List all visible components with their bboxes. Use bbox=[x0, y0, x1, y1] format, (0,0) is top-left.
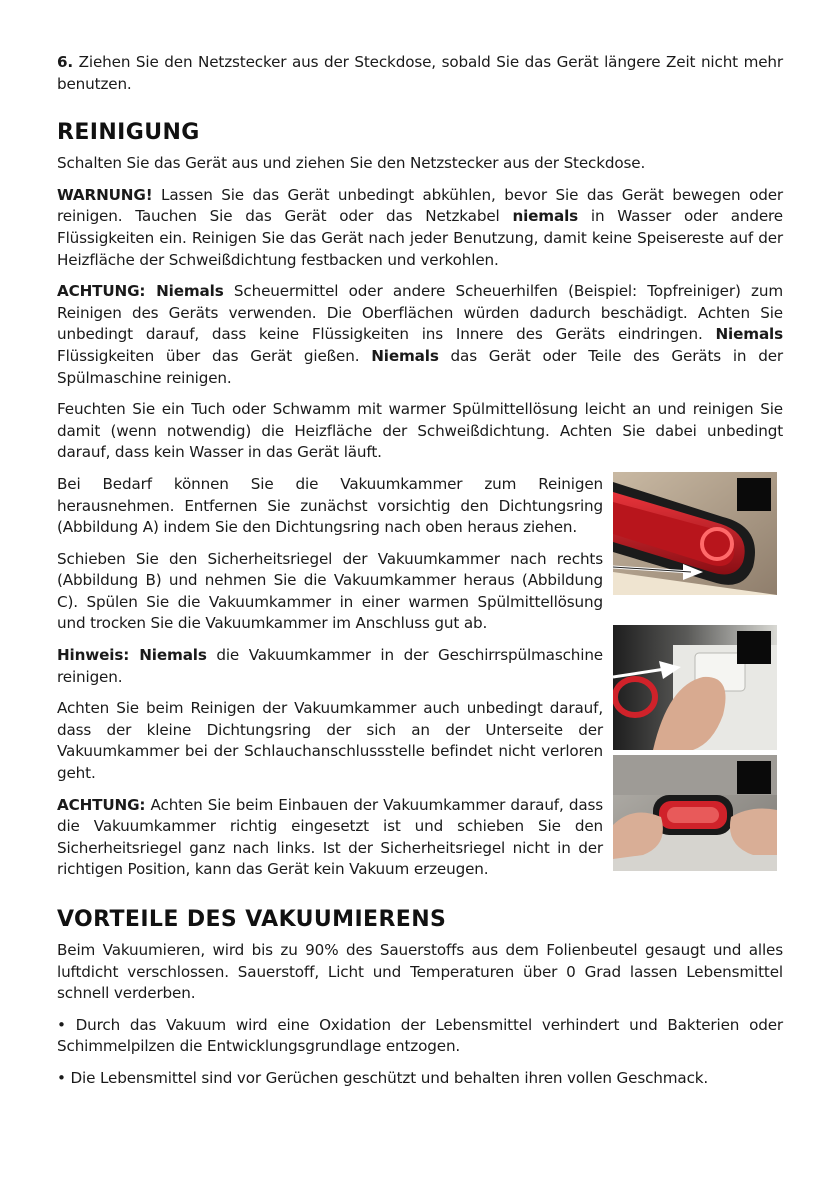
paragraph-vakuumieren: Beim Vakuumieren, wird bis zu 90% des Sauerstoffs aus dem Folienbeutel gesaugt und alles luftdicht verschlossen. Sauerstoff, Licht und Temperaturen über 0 Grad lassen Lebensmittel schnell verderben. bbox=[57, 941, 783, 1003]
figure-c-image bbox=[613, 755, 777, 871]
figure-a-image bbox=[613, 472, 777, 595]
heading-vorteile: VORTEILE DES VAKUUMIERENS bbox=[57, 907, 447, 932]
manual-page bbox=[57, 52, 783, 1090]
paragraph-bei-bedarf: Bei Bedarf können Sie die Vakuumkammer zum Reinigen herausnehmen. Entfernen Sie zunächst vorsichtig den Dichtungsring (Abbildung A) indem Sie den Dichtungsring nach oben heraus ziehen. bbox=[57, 474, 603, 537]
heading-reinigung: REINIGUNG bbox=[57, 120, 200, 146]
paragraph-warnung: WARNUNG! Lassen Sie das Gerät unbedingt abkühlen, bevor Sie das Gerät bewegen oder reinigen. Tauchen Sie das Gerät oder das Netzkabel niemals in Wasser oder andere Flüssigkeiten ein. Reinigen Sie das Gerät nach jeder Benutzung, damit keine Speisereste auf der Heizfläche der Schweißdichtung festbacken und verkohlen. bbox=[57, 185, 784, 269]
paragraph-achtung-2: ACHTUNG: Achten Sie beim Einbauen der Vakuumkammer darauf, dass die Vakuumkammer richtig eingesetzt ist und schieben Sie den Sicherheitsriegel ganz nach links. Ist der Sicherheitsriegel nicht in der richtigen Position, kann das Gerät kein Vakuum erzeugen. bbox=[57, 795, 603, 879]
figure-label-a bbox=[737, 478, 771, 511]
figure-label-b bbox=[737, 631, 771, 664]
bullet-geruch: • Die Lebensmittel sind vor Gerüchen geschützt und behalten ihren vollen Geschmack. bbox=[57, 1068, 709, 1087]
bullet-oxidation: • Durch das Vakuum wird eine Oxidation der Lebensmittel verhindert und Bakterien oder Schimmelpilzen die Entwicklungsgrundlage entzogen. bbox=[57, 1015, 783, 1056]
warnung-label: WARNUNG! bbox=[57, 185, 153, 204]
achtung-label-2: ACHTUNG: bbox=[57, 795, 146, 814]
paragraph-dichtungsring: Achten Sie beim Reinigen der Vakuumkammer auch unbedingt darauf, dass der kleine Dichtungsring der sich an der Unterseite der Vakuumkammer bei der Schlauchanschlussstelle befindet nicht verloren geht. bbox=[57, 699, 603, 783]
paragraph-feuchten: Feuchten Sie ein Tuch oder Schwamm mit warmer Spülmittellösung leicht an und reinigen Sie damit (wenn notwendig) die Heizfläche der Schweißdichtung. Achten Sie dabei unbedingt darauf, dass kein Wasser in das Gerät läuft. bbox=[57, 400, 783, 462]
paragraph-schieben: Schieben Sie den Sicherheitsriegel der Vakuumkammer nach rechts (Abbildung B) und nehmen Sie die Vakuumkammer heraus (Abbildung C). Spülen Sie die Vakuumkammer in einer warmen Spülmittellösung und trocken Sie die Vakuumkammer im Anschluss gut ab. bbox=[57, 549, 603, 633]
figure-label-c bbox=[737, 761, 771, 794]
figure-b-image bbox=[613, 625, 777, 750]
step-number: 6. bbox=[57, 53, 74, 71]
paragraph-hinweis: Hinweis: Niemals die Vakuumkammer in der Geschirrspülmaschine reinigen. bbox=[57, 646, 603, 686]
paragraph-achtung-1: ACHTUNG: Niemals Scheuermittel oder andere Scheuerhilfen (Beispiel: Topfreiniger) zum Reinigen des Geräts verwenden. Die Oberflächen würden dadurch beschädigt. Achten Sie unbedingt darauf, dass keine Flüssigkeiten ins Innere des Geräts eindringen. Niemals Flüssigkeiten über das Gerät gießen. Niemals das Gerät oder Teile des Geräts in der Spülmaschine reinigen. bbox=[57, 282, 784, 387]
intro-paragraph: 6. Ziehen Sie den Netzstecker aus der Steckdose, sobald Sie das Gerät längere Zeit nicht mehr benutzen. bbox=[57, 53, 783, 93]
hinweis-label: Hinweis: Niemals bbox=[57, 646, 207, 665]
paragraph-ausschalten: Schalten Sie das Gerät aus und ziehen Sie den Netzstecker aus der Steckdose. bbox=[57, 154, 646, 173]
achtung-label: ACHTUNG: Niemals bbox=[57, 282, 224, 301]
